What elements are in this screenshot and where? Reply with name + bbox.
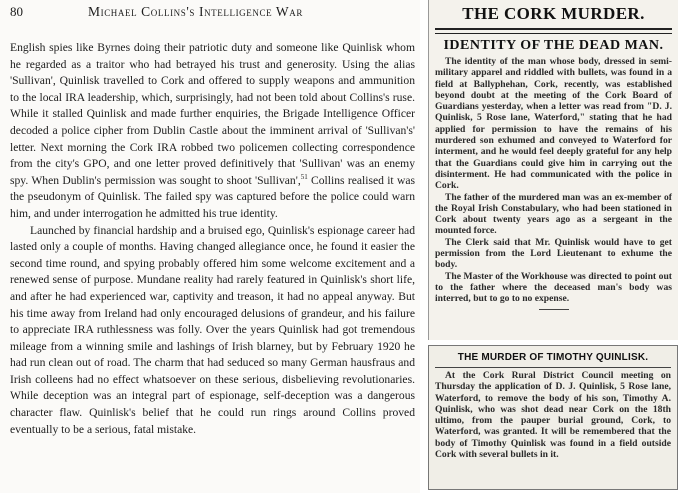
clipping-1-rule [435,28,672,34]
clipping-1-body [435,56,672,305]
book-body-text [10,40,415,438]
clipping-1-subhead: IDENTITY OF THE DEAD MAN. [443,38,664,53]
book-paragraph-2: Launched by financial hardship and a bruised ego, Quinlisk's espionage career had lasted only a couple of months. Having changed allegiance once, he found it easier the second time round, and spying probably offered him some welcome excitement and a renewed sense of purpose. Mundane reality had rarely featured in Quinlisk's short life, and after he had experienced war, captivity and treason, it had no appeal anyway. But his time away from Ireland had only encouraged delusions of grandeur, and his failure to appreciate IRA ruthlessness was folly. Over the years Quinlisk had got tremendous mileage from a winning smile and lashings of Irish blarney, but by February 1920 he had run clean out of road. The charm that had seduced so many German hausfraus and Irish colleens had no effect whatsoever on these serious, disbelieving revolutionaries. While deception was an integral part of espionage, self-deception was a dangerous character flaw. Quinlisk's belief that he could run rings around Collins proved eventually to be a serious, fatal mistake. [10,223,415,436]
book-paragraph-1-end: Collins realised it was the pseudonym of Quinlisk. The failed spy was captured before the police could warn him, and under interrogation he admitted his true identity. [10,173,415,220]
clipping-1-paragraph: The identity of the man whose body, dressed in semi-military apparel and riddled with bullets, was found in a field at Ballyphehan, Cork, recently, was established beyond doubt at the meeting of the Cork Board of Guardians yesterday, when a letter was read from "D. J. Quinlisk, 5 Rose lane, Waterford," stating that he had applied for permission to have the remains of his murdered son exhumed and conveyed to Waterford for interment, and he would feel deeply grateful for any help that the Guardians could give him in carrying out the disinterment. He had communicated with the police in Cork. [435,56,672,192]
clipping-2-paragraph: At the Cork Rural District Council meeting on Thursday the application of D. J. Quinlisk, 5 Rose lane, Waterford, to remove the body of his son, Timothy A. Quinlisk, who was shot dead near Cork on the 18th ultimo, from the pauper burial ground, Cork, to Waterford, was granted. It will be remembered that the body of Timothy Quinlisk was found in a field outside Cork with several bullets in it. [435,370,671,461]
page-gutter [420,0,428,493]
page-number: 80 [10,4,23,19]
footnote-reference: 51 [300,172,308,181]
running-head [10,4,415,22]
clipping-2-rule [435,367,671,368]
clipping-1-paragraph: The Clerk said that Mr. Quinlisk would have to get permission from the Lord Lieutenant to exhume the body. [435,236,672,271]
book-paragraph-1 [10,40,415,223]
newspaper-clipping-cork-murder [428,0,678,340]
clipping-2-body [435,370,671,460]
newspaper-clipping-quinlisk-murder [428,345,678,490]
clipping-1-headline: THE CORK MURDER. [462,4,645,23]
clipping-1-end-rule [539,309,569,310]
clipping-2-headline: THE MURDER OF TIMOTHY QUINLISK. [457,352,649,363]
book-paragraph-1-text: English spies like Byrnes doing their patriotic duty and someone like Quinlisk whom he regarded as a traitor who had betrayed his trust and generosity. Using the alias 'Sullivan', Quinlisk travelled to Cork and offered to supply weapons and ammunition to the local IRA leadership, which, surprisingly, had not been told about Collins's ruse. While it stalled Quinlisk and made further enquiries, the Brigade Intelligence Officer decoded a police cipher from Dublin Castle about the imminent arrival of 'Sullivan's' letter. Next morning the Cork IRA robbed two policemen collecting correspondence from the city's GPO, and one letter proved definitively that 'Sullivan' was an enemy spy. When Dublin's permission was sought to shoot 'Sullivan', [10,41,415,187]
book-running-title: Michael Collins's Intelligence War [88,4,303,19]
clipping-1-paragraph: The Master of the Workhouse was directed to point out to the father where the deceased man's body was interred, but to go to no expense. [435,270,672,305]
clipping-1-paragraph: The father of the murdered man was an ex-member of the Royal Irish Constabulary, who had been stationed in Cork about twenty years ago as a sergeant in the mounted force. [435,191,672,237]
